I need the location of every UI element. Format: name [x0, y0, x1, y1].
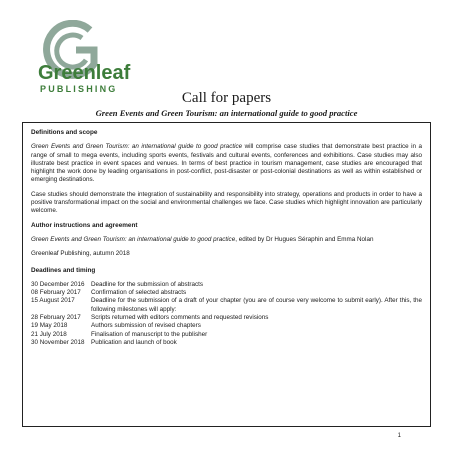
deadline-date: 28 February 2017 [31, 314, 81, 322]
deadline-row [31, 289, 422, 297]
page-number: 1 [397, 433, 401, 439]
book-title-italic: Green Events and Green Tourism: an international guide to good practice [31, 235, 236, 243]
page-title: Call for papers [181, 90, 272, 106]
deadlines-heading: Deadlines and timing [31, 266, 96, 274]
deadline-text: Deadline for the submission of a draft of your chapter (you are of course very welcome to submit early). After this, the following milestones will apply: [91, 297, 422, 313]
deadline-row [31, 339, 422, 347]
deadline-text: Finalisation of manuscript to the publisher [91, 330, 208, 338]
author-paragraph-1 [31, 236, 422, 244]
editors-text: , edited by Dr Hugues Séraphin and Emma Nolan [235, 235, 374, 243]
definitions-paragraph-1 [31, 143, 422, 184]
logo-name: Greenleaf [38, 62, 131, 84]
page-subtitle: Green Events and Green Tourism: an international guide to good practice [95, 108, 358, 118]
deadline-text: Confirmation of selected abstracts [91, 289, 187, 297]
logo-subtitle: PUBLISHING [40, 84, 118, 94]
publisher-line: Greenleaf Publishing, autumn 2018 [31, 250, 130, 258]
deadline-date: 30 November 2018 [31, 338, 85, 346]
deadline-text: Deadline for the submission of abstracts [91, 280, 204, 288]
deadline-row [31, 281, 422, 289]
book-title-italic: Green Events and Green Tourism: an international guide to good practice [31, 143, 243, 151]
deadline-date: 08 February 2017 [31, 289, 81, 297]
definitions-heading: Definitions and scope [31, 129, 98, 136]
deadline-row [31, 314, 422, 322]
call-for-papers-box [22, 122, 431, 427]
deadline-date: 15 August 2017 [31, 297, 75, 305]
deadline-row [31, 297, 422, 314]
deadline-date: 19 May 2018 [31, 322, 68, 330]
definitions-paragraph-2: Case studies should demonstrate the integration of sustainability and responsibility into strategy, operations and products in order to have a positive transformational impact on the social and environmental challenges we face. Case studies which highlight innovation are particularly welcome. [31, 190, 422, 215]
deadline-text: Authors submission of revised chapters [91, 322, 201, 330]
author-heading: Author instructions and agreement [31, 221, 138, 229]
deadline-date: 30 December 2016 [31, 280, 85, 288]
deadline-text: Scripts returned with editors comments and requested revisions [91, 314, 269, 322]
deadline-date: 21 July 2018 [31, 330, 67, 338]
deadline-row [31, 331, 422, 339]
deadline-row [31, 322, 422, 330]
definitions-text: will comprise case studies that demonstrate best practice in a range of small to mega events, including sports events, festivals and cultural events, conferences and exhibitions. Case studies may also illustrate best practice in event spaces and venues. In terms of best practice in tourism management, case studies are encouraged that highlight the work done by leading organisations in post-conflict, post-disaster or post-colonial destinations as well as within established or emerging destinations. [31, 143, 422, 184]
deadline-text: Publication and launch of book [91, 338, 177, 346]
